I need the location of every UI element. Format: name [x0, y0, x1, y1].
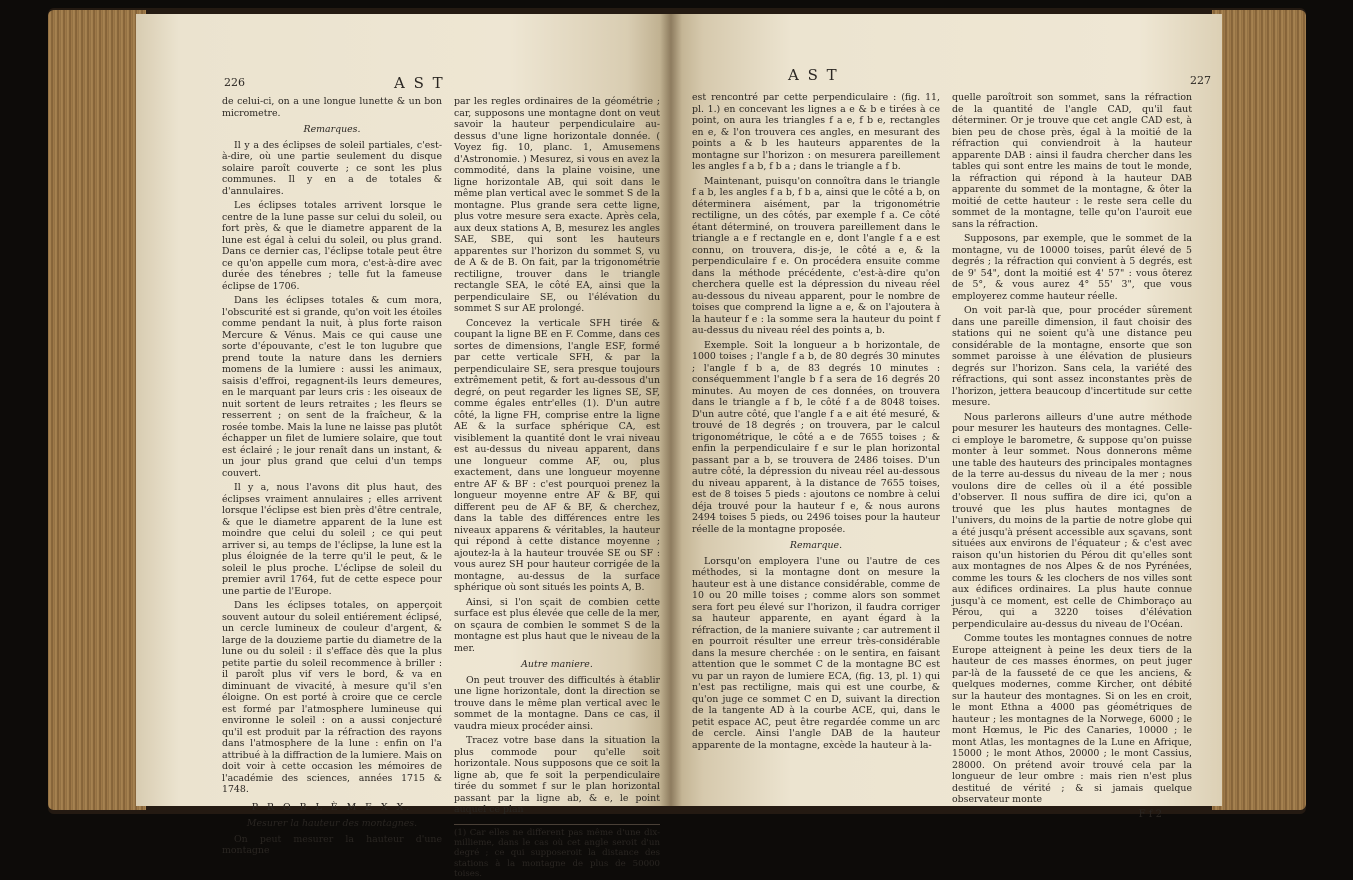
- text-paragraph: quelle paroîtroit son sommet, sans la réfraction de la quantité de l'angle CAD, qu'il faut déterminer. Or je trouve que cet angle CAD est, à bien peu de chose près, égal à la moitié de la réfraction qui conviendroit à la hauteur apparente DAB : ainsi il faudra chercher dans les tables qui sont entre les mains de tout le monde, la réfraction qui répond à la hauteur DAB apparente du sommet de la montagne, & ôter la moitié de cette hauteur : le reste sera celle du sommet de la montagne, telle qu'on l'auroit eue sans la réfraction.: [952, 92, 1192, 230]
- footnote: (1) Car elles ne different pas même d'une dix-millieme, dans le cas où cet angle seroit d'un degré ; ce qui supposeroit la distance des stations à la montagne de plus de 50000 toises.: [454, 824, 660, 880]
- text-paragraph: On peut trouver des difficultés à établir une ligne horizontale, dont la direction se trouve dans le même plan vertical avec le sommet de la montagne. Dans ce cas, il vaudra mieux procéder ainsi.: [454, 674, 660, 732]
- right-folio: 227: [1190, 74, 1211, 87]
- text-paragraph: Ainsi, si l'on sçait de combien cette surface est plus élevée que celle de la mer, on sçaura de combien le sommet S de la montagne est plus haut que le niveau de la mer.: [454, 596, 660, 654]
- left-column-2: [454, 96, 660, 880]
- signature-mark: F f 2: [1138, 808, 1162, 820]
- text-paragraph: Exemple. Soit la longueur a b horizontale, de 1000 toises ; l'angle f a b, de 80 degrés 30 minutes ; l'angle f b a, de 83 degrés 10 minutes : conséquemment l'angle b f a sera de 16 degrés 20 minutes. Au moyen de ces données, on trouvera dans le triangle a f b, le côté f a de 8048 toises. D'un autre côté, que l'angle f a e ait été mesuré, & trouvé de 18 degrés ; on trouvera, par le calcul trigonométrique, le côté a e de 7655 toises ; & enfin la perpendiculaire f e sur le plan horizontal passant par a b, se trouvera de 2486 toises. D'un autre côté, la dépression du niveau réel au-dessous du niveau apparent, à la distance de 7655 toises, est de 8 toises 5 pieds : ajoutons ce nombre à celui déja trouvé pour la hauteur f e, & nous aurons 2494 toises 5 pieds, ou 2496 toises pour la hauteur réelle de la montagne proposée.: [692, 339, 940, 535]
- right-page-edges: [1212, 10, 1306, 810]
- text-paragraph: Comme toutes les montagnes connues de notre Europe atteignent à peine les deux tiers de la hauteur de ces masses énormes, on peut juger par-là de la fausseté de ce que les anciens, & quelques modernes, comme Kircher, ont débité sur la hauteur des montagnes. Si on les en croit, le mont Ethna a 4000 pas géométriques de hauteur ; les montagnes de la Norwege, 6000 ; le mont Hœmus, le Pic des Canaries, 10000 ; le mont Atlas, les montagnes de la Lune en Afrique, 15000 ; le mont Athos, 20000 ; le mont Cassius, 28000. On prétend avoir trouvé cela par la longueur de leur ombre : mais rien n'est plus destitué de vérité ; & si jamais quelque observateur monte: [952, 633, 1192, 805]
- text-paragraph: par les regles ordinaires de la géométrie ; car, supposons une montagne dont on veut savoir la hauteur perpendiculaire au-dessus d'une ligne horizontale donnée. ( Voyez fig. 10, planc. 1, Amusemens d'Astronomie. ) Mesurez, si vous en avez la commodité, dans la plaine voisine, une ligne horizontale AB, qui soit dans le même plan vertical avec le sommet S de la montagne. Plus grande sera cette ligne, plus votre mesure sera exacte. Après cela, aux deux stations A, B, mesurez les angles SAE, SBE, qui sont les hauteurs apparentes sur l'horizon du sommet S, vu de A & de B. On fait, par la trigonométrie rectiligne, trouver dans le triangle rectangle SEA, le côté EA, ainsi que la perpendiculaire SE, ou l'élévation du sommet S sur AE prolongé.: [454, 96, 660, 314]
- left-column-1: [222, 96, 442, 860]
- text-paragraph: Remarques.: [303, 124, 361, 135]
- text-paragraph: Remarque.: [789, 540, 843, 551]
- right-column-2: [952, 92, 1192, 820]
- text-paragraph: Tracez votre base dans la situation la plus commode pour qu'elle soit horizontale. Nous supposons que ce soit la ligne ab, que fe soit la perpendiculaire tirée du sommet f sur le plan horizontal passant par la ligne ab, & e, le point auquel ce plan: [454, 735, 660, 815]
- text-paragraph: Mesurer la hauteur des montagnes.: [246, 818, 418, 829]
- left-running-header: A S T: [394, 74, 445, 92]
- right-page: [670, 14, 1222, 820]
- text-paragraph: P R O B L È M E X X.: [251, 801, 413, 813]
- left-folio: 226: [224, 76, 245, 89]
- left-page-edges: [48, 10, 146, 810]
- text-paragraph: Dans les éclipses totales, on apperçoit souvent autour du soleil entiérement éclipsé, un cercle lumineux de couleur d'argent, & large de la douzieme partie du diametre de la lune ou du soleil : il s'efface dès que la plus petite partie du soleil recommence à briller : il paroît plus vif vers le bord, & va en diminuant de vivacité, à mesure qu'il s'en éloigne. On est porté à croire que ce cercle est formé par l'atmosphere lumineuse qui environne le soleil : on a aussi conjecturé qu'il est produit par la réfraction des rayons dans l'atmosphere de la lune : enfin on l'a attribué à la diffraction de la lumiere. Mais on doit voir à cette occasion les mémoires de l'académie des sciences, années 1715 & 1748.: [222, 600, 442, 795]
- text-paragraph: Il y a des éclipses de soleil partiales, c'est-à-dire, où une partie seulement du disque solaire paroît couverte ; ce sont les plus communes. Il y en a de totales & d'annulaires.: [222, 139, 442, 197]
- left-page: [136, 14, 670, 880]
- text-paragraph: Dans les éclipses totales & cum mora, l'obscurité est si grande, qu'on voit les étoiles comme pendant la nuit, à plus forte raison Mercure & Vénus. Mais ce qui cause une sorte d'épouvante, c'est le ton lugubre que prend toute la nature dans les derniers momens de la lumiere : aussi les animaux, saisis d'effroi, regagnent-ils leurs demeures, en le marquant par leurs cris : les oiseaux de nuit sortent de leurs retraites ; les fleurs se resserrent ; on sent de la fraîcheur, & la rosée tombe. Mais la lune ne laisse pas plutôt échapper un filet de lumiere solaire, que tout est éclairé ; le jour renaît dans un instant, & un jour plus grand que celui d'un temps couvert.: [222, 295, 442, 479]
- text-paragraph: de celui-ci, on a une longue lunette & un bon micrometre.: [222, 96, 442, 119]
- text-paragraph: est rencontré par cette perpendiculaire : (fig. 11, pl. 1.) en concevant les lignes a e & b e tirées à ce point, on aura les triangles f a e, f b e, rectangles en e, & l'on trouvera ces angles, en mesurant des points a & b les hauteurs apparentes de la montagne sur l'horizon : on mesurera pareillement les angles f a b, f b a ; dans le triangle a f b.: [692, 92, 940, 172]
- text-paragraph: On voit par-là que, pour procéder sûrement dans une pareille dimension, il faut choisir des stations qui ne soient qu'à une distance peu considérable de la montagne, ensorte que son sommet paroisse à une élévation de plusieurs degrés sur l'horizon. Sans cela, la variété des réfractions, qui sont assez inconstantes près de l'horizon, jettera beaucoup d'incertitude sur cette mesure.: [952, 305, 1192, 408]
- text-paragraph: Concevez la verticale SFH tirée & coupant la ligne BE en F. Comme, dans ces sortes de dimensions, l'angle ESF, formé par cette verticale SFH, & par la perpendiculaire SE, sera presque toujours extrêmement petit, & fort au-dessous d'un degré, on peut regarder les lignes SE, SF, comme égales entr'elles (1). D'un autre côté, la ligne FH, comprise entre la ligne AE & la surface sphérique CA, est visiblement la quantité dont le vrai niveau est au-dessus du niveau apparent, dans une longueur comme AF, ou, plus exactement, dans une longueur moyenne entre AF & BF : c'est pourquoi prenez la longueur moyenne entre AF & BF, qui different peu de AF & BF, & cherchez, dans la table des différences entre les niveaux apparens & véritables, la hauteur qui répond à cette distance moyenne ; ajoutez-la à la hauteur trouvée SE ou SF : vous aurez SH pour hauteur corrigée de la montagne, au-dessus de la surface sphérique où sont situés les points A, B.: [454, 317, 660, 593]
- book-gutter: [660, 14, 682, 806]
- text-paragraph: Nous parlerons ailleurs d'une autre méthode pour mesurer les hauteurs des montagnes. Celle-ci employe le barometre, & suppose qu'on puisse monter à leur sommet. Nous donnerons même une table des hauteurs des principales montagnes de la terre au-dessus du niveau de la mer ; nous voulons dire de celles où il a été possible d'observer. Il nous suffira de dire ici, qu'on a trouvé que les plus hautes montagnes de l'univers, du moins de la partie de notre globe qui a été jusqu'à présent accessible aux sçavans, sont situées aux environs de l'équateur ; & c'est avec raison qu'un historien du Pérou dit qu'elles sont aux montagnes de nos Alpes & de nos Pyrénées, comme les tours & les clochers de nos villes sont aux édifices ordinaires. La plus haute connue jusqu'à ce moment, est celle de Chimboraço au Pérou, qui a 3220 toises d'élévation perpendiculaire au-dessus du niveau de l'Océan.: [952, 411, 1192, 630]
- text-paragraph: Il y a, nous l'avons dit plus haut, des éclipses vraiment annulaires ; elles arrivent lorsque l'éclipse est bien près d'être centrale, & que le diametre apparent de la lune est moindre que celui du soleil ; ce qui peut arriver si, au temps de l'éclipse, la lune est la plus éloignée de la terre qu'il le peut, & le soleil le plus proche. L'éclipse de soleil du premier avril 1764, fut de cette espece pour une partie de l'Europe.: [222, 482, 442, 597]
- text-paragraph: Autre maniere.: [521, 659, 593, 670]
- text-paragraph: On peut mesurer la hauteur d'une montagne: [222, 833, 442, 856]
- right-running-header: A S T: [788, 66, 839, 84]
- text-paragraph: Supposons, par exemple, que le sommet de la montagne, vu de 10000 toises, parût élevé de 5 degrés ; la réfraction qui convient à 5 degrés, est de 9' 54", dont la moitié est 4' 57" : vous ôterez de 5°, & vous aurez 4° 55' 3", que vous employerez comme hauteur réelle.: [952, 233, 1192, 302]
- text-paragraph: Maintenant, puisqu'on connoîtra dans le triangle f a b, les angles f a b, f b a, ainsi que le côté a b, on déterminera aisément, par la trigonométrie rectiligne, un des côtés, par exemple f a. Ce côté étant déterminé, on trouvera pareillement dans le triangle a e f rectangle en e, dont l'angle f a e est connu, on trouvera, dis-je, le côté a e, & la perpendiculaire f e. On procédera ensuite comme dans la méthode précédente, c'est-à-dire qu'on cherchera quelle est la dépression du niveau réel au-dessous du niveau apparent, pour le nombre de toises que comprend la ligne a e, & on l'ajoutera à la hauteur f e : la somme sera la hauteur du point f au-dessus du niveau réel des points a, b.: [692, 175, 940, 336]
- text-paragraph: Lorsqu'on employera l'une ou l'autre de ces méthodes, si la montagne dont on mesure la hauteur est à une distance considérable, comme de 10 ou 20 mille toises ; comme alors son sommet sera fort peu élevé sur l'horizon, il faudra corriger sa hauteur apparente, en ayant égard à la réfraction, de la maniere suivante ; car autrement il en pourroit résulter une erreur très-considérable dans la mesure cherchée : on le sentira, en faisant attention que le sommet C de la montagne BC est vu par un rayon de lumiere ECA, (fig. 13, pl. 1) qui n'est pas rectiligne, mais qui est une courbe, & qu'on juge ce sommet C en D, suivant la direction de la tangente AD à la courbe ACE, qui, dans le petit espace AC, peut être regardée comme un arc de cercle. Ainsi l'angle DAB de la hauteur apparente de la montagne, excède la hauteur à la-: [692, 555, 940, 751]
- text-paragraph: Les éclipses totales arrivent lorsque le centre de la lune passe sur celui du soleil, ou fort près, & que le diametre apparent de la lune est égal à celui du soleil, ou plus grand. Dans ce dernier cas, l'éclipse totale peut être ce qu'on appelle cum mora, c'est-à-dire avec durée des ténebres ; telle fut la fameuse éclipse de 1706.: [222, 200, 442, 292]
- right-column-1: [692, 92, 940, 754]
